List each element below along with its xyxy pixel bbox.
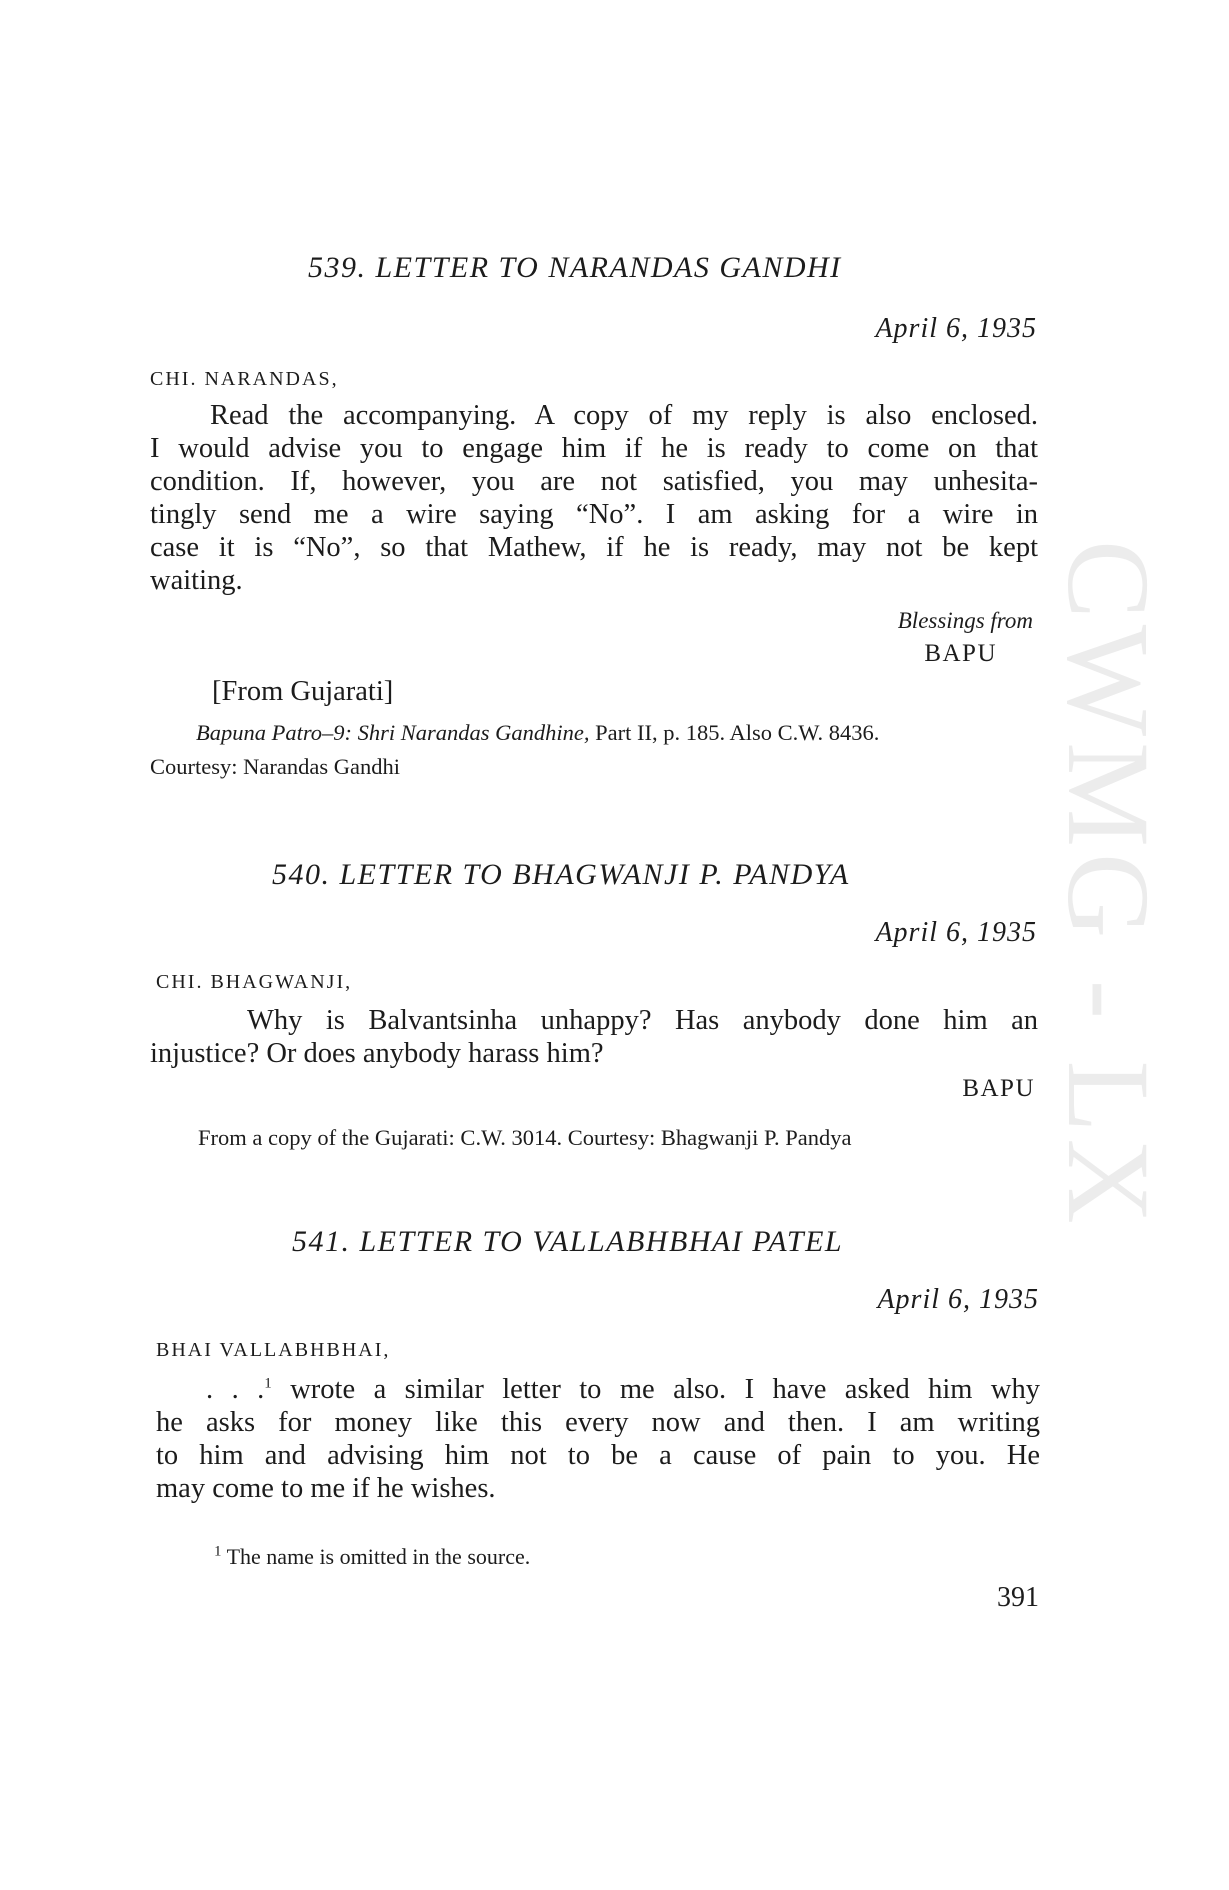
signature-text: BAPU <box>962 1075 1035 1102</box>
letter-539-courtesy: Courtesy: Narandas Gandhi <box>150 754 400 779</box>
footnote-text: The name is omitted in the source. <box>221 1544 531 1569</box>
source-details: Part II, p. 185. Also C.W. 8436. <box>589 720 880 745</box>
body-line-rest: wrote a similar letter to me also. I have asked him why <box>271 1374 1041 1405</box>
letter-541-body <box>156 1373 1040 1505</box>
signature-text: BAPU <box>924 640 997 667</box>
letter-539-source <box>196 720 879 746</box>
body-line: may come to me if he wishes. <box>156 1473 496 1504</box>
body-line: case it is “No”, so that Mathew, if he is ready, may not be kept <box>150 532 1038 563</box>
letter-540-heading: 540. LETTER TO BHAGWANJI P. PANDYA <box>272 858 850 891</box>
letter-539-heading: 539. LETTER TO NARANDAS GANDHI <box>308 251 842 284</box>
footnote <box>214 1544 530 1570</box>
footnote-ref[interactable]: 1 <box>264 1375 272 1392</box>
watermark: CWMG - LX <box>1043 540 1174 1230</box>
footnote-mark: 1 <box>214 1543 222 1560</box>
body-line: injustice? Or does anybody harass him? <box>150 1038 604 1069</box>
page-number: 391 <box>997 1582 1039 1613</box>
ellipsis: . . . <box>206 1374 265 1405</box>
body-line: I would advise you to engage him if he is ready to come on that <box>150 433 1038 464</box>
letter-539-body <box>150 399 1038 597</box>
letter-539-salutation: CHI. NARANDAS, <box>150 368 339 390</box>
body-line: Read the accompanying. A copy of my reply is also enclosed. <box>210 400 1038 431</box>
letter-541-date: April 6, 1935 <box>877 1284 1039 1315</box>
source-title: Bapuna Patro–9: Shri Narandas Gandhine, <box>196 720 590 745</box>
letter-541-heading: 541. LETTER TO VALLABHBHAI PATEL <box>292 1225 844 1258</box>
body-line: condition. If, however, you are not satisfied, you may unhesita- <box>150 466 1038 497</box>
body-line: waiting. <box>150 565 243 596</box>
letter-541-salutation: BHAI VALLABHBHAI, <box>156 1339 391 1361</box>
letter-540-salutation: CHI. BHAGWANJI, <box>156 971 353 993</box>
letter-540-source: From a copy of the Gujarati: C.W. 3014. Courtesy: Bhagwanji P. Pandya <box>198 1125 852 1150</box>
letter-540-body <box>150 1004 1038 1070</box>
body-line: tingly send me a wire saying “No”. I am asking for a wire in <box>150 499 1038 530</box>
letter-539-date: April 6, 1935 <box>875 313 1037 344</box>
letter-539-from-note: [From Gujarati] <box>212 676 394 707</box>
letter-540-signature <box>962 1075 1035 1103</box>
body-line: to him and advising him not to be a cause of pain to you. He <box>156 1440 1040 1471</box>
body-line <box>156 1373 1040 1406</box>
body-line: Why is Balvantsinha unhappy? Has anybody done him an <box>247 1005 1038 1036</box>
body-line: he asks for money like this every now and then. I am writing <box>156 1407 1040 1438</box>
letter-539-closing: Blessings from <box>897 608 1033 633</box>
letter-540-date: April 6, 1935 <box>875 917 1037 948</box>
letter-539-signature <box>924 640 997 668</box>
